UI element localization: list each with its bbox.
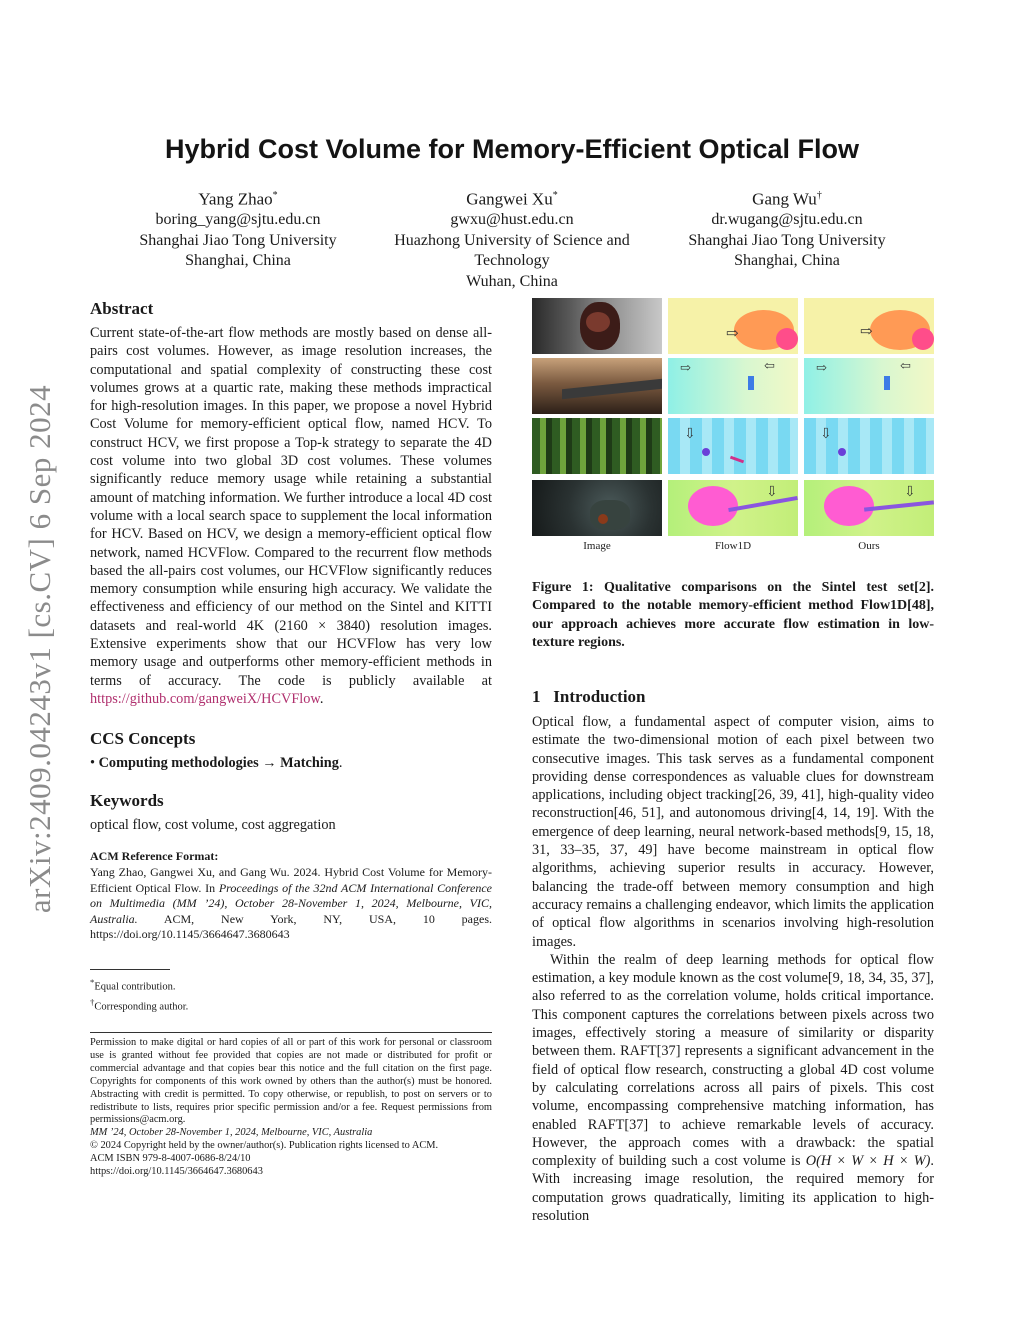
abstract-body (90, 324, 492, 708)
abstract-text: Current state-of-the-art flow methods are mostly based on dense all-pairs cost volumes. However, as image resolution increases, the computational and spatial complexity of constructing these cost volumes grows at a quartic rate, making these methods impractical for high-resolution images. In this paper, we propose a novel Hybrid Cost Volume for memory-efficient optical flow, named HCV. To construct HCV, we first propose a Top-k strategy to separate the 4D cost volume into two global 3D cost volumes. These volumes significantly reduce memory usage while retaining a substantial amount of matching information. We further introduce a local 4D cost volume with a local search space to supplement the local information for HCV. Based on HCV, we design a memory-efficient optical flow network, named HCVFlow. Compared to the recurrent flow methods based the all-pairs cost volumes, our HCVFlow significantly reduces memory consumption while ensuring high accuracy. We validate the effectiveness and efficiency of our method on the Sintel and KITTI datasets and real-world 4K (2160 × 3840) resolution images. Extensive experiments show that our HCVFlow has very low memory usage and outperforms other memory-efficient methods in terms of accuracy. The code is publicly available at (90, 325, 492, 689)
author-mark: * (272, 190, 278, 201)
author-location: Shanghai, China (185, 252, 291, 270)
figure-col-label-image: Image (583, 540, 611, 552)
author-block-2 (382, 186, 642, 292)
paper-title: Hybrid Cost Volume for Memory-Efficient Optical Flow (164, 134, 860, 164)
intro-paragraph-1: Optical flow, a fundamental aspect of computer vision, aims to estimate the two-dimensional motion of each pixel between two consecutive images. This task serves as a fundamental component providing dense correspondences as valuable clues for downstream applications, including object tracking[26, 39, 41], high-quality video reconstruction[46, 51], and autonomous driving[4, 14, 19]. With the emergence of deep learning, neural network-based methods[9, 15, 18, 31, 33–35, 37, 49] have become mainstream in optical flow algorithms, achieving superior results in accuracy. However, balancing the trade-off between memory consumption and high accuracy remains a challenging endeavor, which limits the application of optical flow algorithms in scenarios involving high-resolution images. (532, 714, 934, 950)
arrow-down-icon: ⇩ (820, 427, 832, 442)
figure-ours-row2 (804, 358, 934, 414)
footnotes (90, 975, 188, 1015)
figure-image-row3 (532, 418, 662, 474)
footnote-mark: † (90, 997, 95, 1007)
author-name: Yang Zhao (198, 189, 273, 209)
footnote-mark: * (90, 977, 95, 987)
arrow-right-icon: ⇨ (816, 360, 827, 375)
footnote-rule (90, 969, 170, 970)
figure-ours-row4 (804, 480, 934, 536)
complexity-formula: O(H × W × H × W) (805, 1153, 931, 1170)
arxiv-stamp: arXiv:2409.04243v1 [cs.CV] 6 Sep 2024 (22, 384, 57, 914)
author-location: Wuhan, China (466, 272, 558, 290)
abstract-heading: Abstract (90, 299, 154, 318)
figure-flow1d-row1 (668, 298, 798, 354)
permission-isbn: ACM ISBN 979-8-4007-0686-8/24/10 (90, 1153, 251, 1165)
permission-venue: MM ’24, October 28-November 1, 2024, Melbourne, VIC, Australia (90, 1127, 373, 1139)
intro-paragraph-2-text: Within the realm of deep learning methods for optical flow estimation, a key module known as the cost volume[9, 18, 34, 35, 37], also referred to as the correlation volume, holds critical importance. This component captures the correlations between pixels across two images, effectively storing a measure of similarity or disparity between them. RAFT[37] represents a significant advancement in the field of optical flow research, constructing a global 4D cost volume by calculating correlations across all pairs of pixels. This cost volume, encompassing comprehensive matching information, has enabled RAFT[37] to achieve remarkable levels of accuracy. However, the approach comes with a drawback: the spatial complexity of building such a cost volume is (532, 951, 934, 1170)
ccs-item-b: Matching (280, 755, 339, 771)
arrow-right-icon: ⇨ (726, 326, 739, 342)
author-location: Shanghai, China (734, 252, 840, 270)
intro-paragraph-2 (532, 951, 934, 1225)
section-number: 1 (532, 687, 541, 706)
figure-col-label-flow1d: Flow1D (714, 540, 752, 552)
permission-rule (90, 1032, 492, 1033)
figure-image-row1 (532, 298, 662, 354)
acm-ref-body (90, 865, 492, 943)
ccs-end: . (338, 755, 343, 771)
figure-flow1d-row2 (668, 358, 798, 414)
acm-ref-text: Yang Zhao, Gangwei Xu, and Gang Wu. 2024. Hybrid Cost Volume for Memory-Efficient Optical Flow. In (90, 865, 492, 895)
author-block-3 (657, 186, 917, 272)
arrow-down-icon: ⇩ (684, 427, 696, 442)
figure-flow1d-row3 (668, 418, 798, 474)
figure-image-row4 (532, 480, 662, 536)
author-affiliation: Shanghai Jiao Tong University (139, 231, 337, 249)
footnote-text: Equal contribution. (94, 981, 176, 993)
arrow-right-icon: ⇨ (860, 324, 873, 340)
keywords-text: optical flow, cost volume, cost aggregation (90, 817, 336, 833)
arrow-down-icon: ⇩ (904, 485, 916, 500)
arrow-left-icon: ⇦ (900, 358, 911, 373)
author-block-1 (108, 186, 368, 272)
author-name: Gangwei Xu (466, 189, 553, 209)
ccs-arrow: → (258, 755, 281, 771)
arrow-down-icon: ⇩ (766, 485, 778, 500)
permission-copyright: © 2024 Copyright held by the owner/author(s). Publication rights licensed to ACM. (90, 1140, 439, 1152)
figure-flow1d-row4 (668, 480, 798, 536)
figure-1 (532, 298, 934, 560)
figure-ours-row3 (804, 418, 934, 474)
author-affiliation: Shanghai Jiao Tong University (688, 231, 886, 249)
acm-ref-proceedings: Proceedings of the 32nd ACM International Conference on Multimedia (MM ’24), October 28-November 1, 2024, Melbourne, VIC, Australia. (90, 880, 492, 926)
acm-ref-heading: ACM Reference Format: (90, 849, 219, 863)
author-affiliation: Huazhong University of Science and (394, 231, 630, 249)
author-email: boring_yang@sjtu.edu.cn (155, 211, 321, 229)
author-name: Gang Wu (752, 189, 817, 209)
introduction-body (532, 713, 934, 1225)
ccs-item-a: Computing methodologies (98, 755, 259, 771)
permission-block (90, 1037, 492, 1179)
author-email: dr.wugang@sjtu.edu.cn (711, 211, 863, 229)
figure-image-row2 (532, 358, 662, 414)
introduction-heading (532, 687, 646, 707)
author-mark: † (816, 190, 822, 201)
figure-ours-row1 (804, 298, 934, 354)
keywords-heading: Keywords (90, 791, 164, 810)
footnote-text: Corresponding author. (94, 1001, 189, 1013)
section-title: Introduction (553, 687, 646, 706)
intro-paragraph-2-end: . With increasing image resolution, the required memory for computation grows quadratically, limiting its application to high-resolution (532, 1153, 934, 1225)
permission-doi: https://doi.org/10.1145/3664647.3680643 (90, 1166, 263, 1178)
abstract-end: . (319, 690, 324, 707)
arrow-left-icon: ⇦ (764, 358, 775, 373)
permission-text: Permission to make digital or hard copies of all or part of this work for personal or classroom use is granted without fee provided that copies are not made or distributed for profit or commercial advantage and that copies bear this notice and the full citation on the first page. Copyrights for components of this work owned by others than the author(s) must be honored. Abstracting with credit is permitted. To copy otherwise, or republish, to post on servers or to redistribute to lists, requires prior specific permission and/or a fee. Request permissions from permissions@acm.org. (90, 1037, 492, 1126)
author-mark: * (552, 190, 558, 201)
author-email: gwxu@hust.edu.cn (450, 211, 574, 229)
acm-ref-doi: ACM, New York, NY, USA, 10 pages. https://doi.org/10.1145/3664647.3680643 (90, 911, 492, 942)
author-affiliation-cont: Technology (474, 252, 550, 270)
ccs-heading: CCS Concepts (90, 729, 196, 748)
figure-col-label-ours: Ours (858, 540, 880, 552)
ccs-bullet: • (90, 755, 99, 771)
arrow-right-icon: ⇨ (680, 360, 691, 375)
code-link[interactable]: https://github.com/gangweiX/HCVFlow (90, 690, 320, 707)
ccs-concepts (90, 754, 492, 772)
figure-caption: Figure 1: Qualitative comparisons on the Sintel test set[2]. Compared to the notable memory-efficient method Flow1D[48], our approach achieves more accurate flow estimation in low-texture regions. (532, 580, 934, 651)
